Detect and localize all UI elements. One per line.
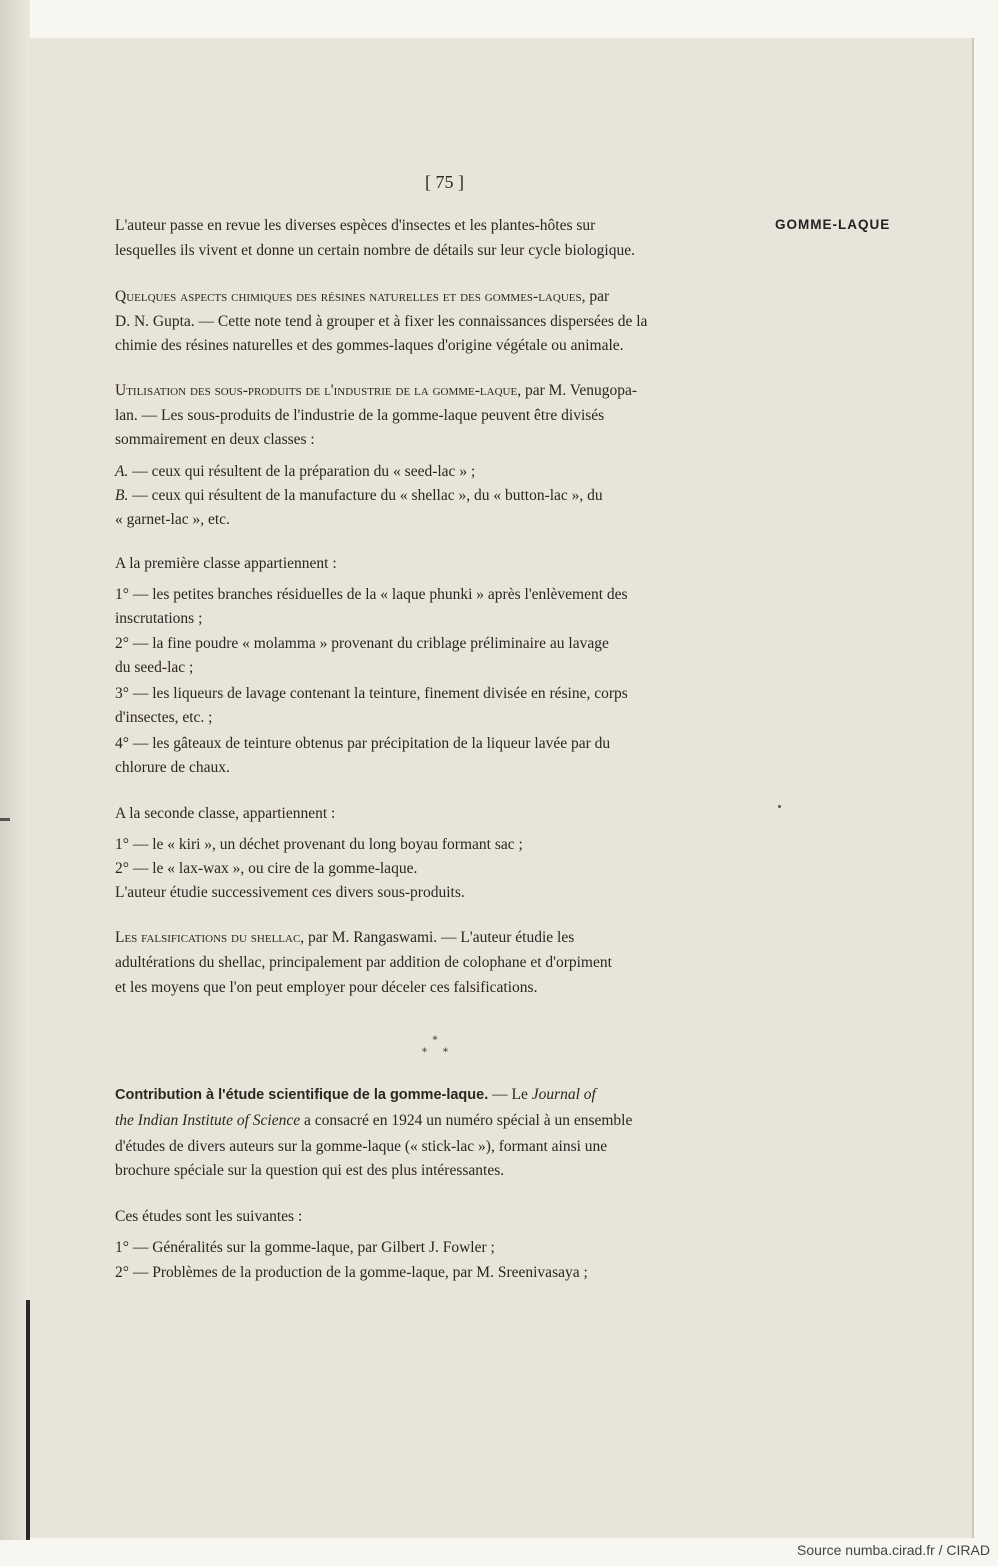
p6-line-3: et les moyens que l'on peut employer pour déceler ces falsifications. bbox=[115, 979, 538, 996]
p2-line-1 bbox=[115, 286, 609, 308]
p7-text-1: a consacré en 1924 un numéro spécial à un ensemble bbox=[300, 1112, 633, 1129]
document-page bbox=[30, 38, 974, 1538]
p3-list-a-text: — ceux qui résultent de la préparation du « seed-lac » ; bbox=[128, 463, 476, 480]
p7-line-4: brochure spéciale sur la question qui est des plus intéressantes. bbox=[115, 1162, 505, 1179]
p3-title: Utilisation des sous-produits de l'industrie de la gomme-laque, bbox=[115, 382, 522, 399]
p7-journal: Journal of bbox=[531, 1086, 596, 1103]
p4-item-1-cont: inscrutations ; bbox=[115, 610, 203, 627]
p5-item-2: 2° — le « lax-wax », ou cire de la gomme-laque. bbox=[115, 860, 418, 877]
p4-item-3-cont: d'insectes, etc. ; bbox=[115, 709, 213, 726]
p4-item-2: 2° — la fine poudre « molamma » provenant du criblage préliminaire au lavage bbox=[115, 635, 609, 652]
p3-line-3: sommairement en deux classes : bbox=[115, 431, 315, 448]
p6-byline: par M. Rangaswami. — L'auteur étudie les bbox=[304, 929, 575, 946]
p5-item-3: L'auteur étudie successivement ces divers sous-produits. bbox=[115, 884, 465, 901]
scan-edge-mark bbox=[0, 818, 10, 821]
source-credit: Source numba.cirad.fr / CIRAD bbox=[797, 1542, 990, 1558]
p8-intro: Ces études sont les suivantes : bbox=[115, 1208, 303, 1225]
p7-dash: — Le bbox=[488, 1086, 532, 1103]
p3-list-b-label: B. bbox=[115, 487, 129, 504]
p2-byline: par bbox=[585, 288, 610, 305]
p1-line-1: L'auteur passe en revue les diverses espèces d'insectes et les plantes-hôtes sur bbox=[115, 217, 596, 234]
p3-list-b bbox=[115, 485, 603, 507]
p4-intro: A la première classe appartiennent : bbox=[115, 555, 337, 572]
speck bbox=[778, 805, 781, 808]
p8-item-2: 2° — Problèmes de la production de la gomme-laque, par M. Sreenivasaya ; bbox=[115, 1264, 588, 1281]
asterism: * * * bbox=[422, 1035, 448, 1058]
p3-line-2: lan. — Les sous-produits de l'industrie de la gomme-laque peuvent être divisés bbox=[115, 407, 605, 424]
p3-byline: par M. Venugopa- bbox=[521, 382, 638, 399]
p4-item-3: 3° — les liqueurs de lavage contenant la teinture, finement divisée en résine, corps bbox=[115, 685, 628, 702]
p5-intro: A la seconde classe, appartiennent : bbox=[115, 805, 336, 822]
p3-line-1 bbox=[115, 380, 637, 402]
p5-item-1: 1° — le « kiri », un déchet provenant du long boyau formant sac ; bbox=[115, 836, 523, 853]
p4-item-4: 4° — les gâteaux de teinture obtenus par précipitation de la liqueur lavée par du bbox=[115, 735, 611, 752]
p7-line-1 bbox=[115, 1084, 596, 1106]
p4-item-1: 1° — les petites branches résiduelles de la « laque phunki » après l'enlèvement des bbox=[115, 586, 628, 603]
p6-line-2: adultérations du shellac, principalement par addition de colophane et d'orpiment bbox=[115, 954, 612, 971]
p1-line-2: lesquelles ils vivent et donne un certain nombre de détails sur leur cycle biologique. bbox=[115, 242, 635, 259]
p2-title: Quelques aspects chimiques des résines naturelles et des gommes-laques, bbox=[115, 288, 586, 305]
p7-journal-2: the Indian Institute of Science bbox=[115, 1112, 301, 1129]
p3-list-a-label: A. bbox=[115, 463, 129, 480]
p7-title: Contribution à l'étude scientifique de la gomme-laque. bbox=[115, 1087, 489, 1103]
page-number: [ 75 ] bbox=[425, 172, 464, 192]
p8-item-1: 1° — Généralités sur la gomme-laque, par Gilbert J. Fowler ; bbox=[115, 1239, 495, 1256]
p4-item-2-cont: du seed-lac ; bbox=[115, 659, 194, 676]
p6-line-1 bbox=[115, 927, 574, 949]
p7-line-2 bbox=[115, 1110, 632, 1132]
p7-line-3: d'études de divers auteurs sur la gomme-laque (« stick-lac »), formant ainsi une bbox=[115, 1138, 608, 1155]
p4-item-4-cont: chlorure de chaux. bbox=[115, 759, 230, 776]
p3-list-b-cont: « garnet-lac », etc. bbox=[115, 511, 230, 528]
p3-list-b-text: — ceux qui résultent de la manufacture du « shellac », du « button-lac », du bbox=[128, 487, 603, 504]
p2-line-2: D. N. Gupta. — Cette note tend à grouper et à fixer les connaissances dispersées de la bbox=[115, 313, 648, 330]
p3-list-a bbox=[115, 461, 475, 483]
p2-line-3: chimie des résines naturelles et des gommes-laques d'origine végétale ou animale. bbox=[115, 337, 624, 354]
margin-label: GOMME-LAQUE bbox=[775, 217, 891, 232]
p6-title: Les falsifications du shellac, bbox=[115, 929, 305, 946]
